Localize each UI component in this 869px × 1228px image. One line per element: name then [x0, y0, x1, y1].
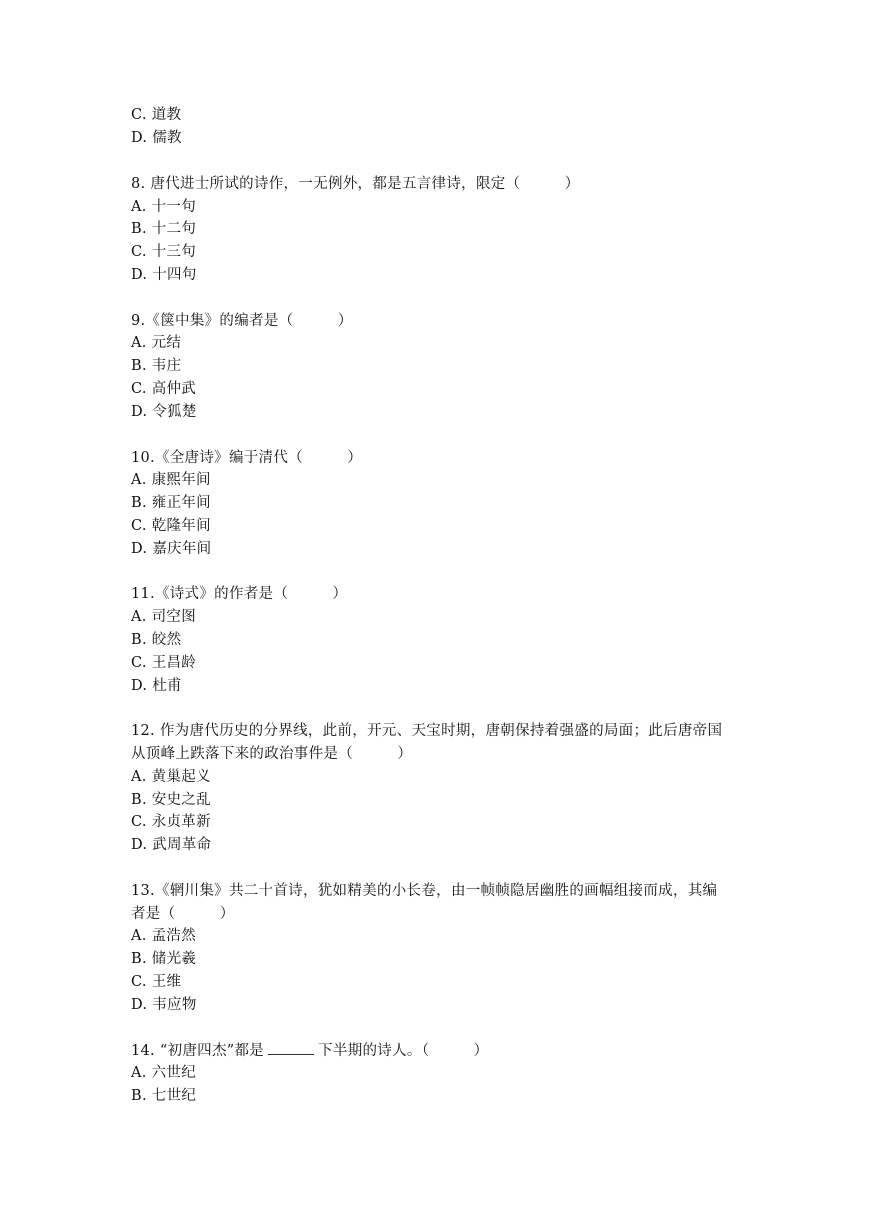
question-9-stem: 9.《箧中集》的编者是（ ）	[131, 313, 353, 329]
question-12-option-d: D. 武周革命	[131, 837, 212, 853]
question-8-option-d: D. 十四句	[131, 267, 197, 283]
question-10-stem: 10.《全唐诗》编于清代（ ）	[131, 450, 363, 466]
fill-in-blank	[268, 1040, 314, 1055]
question-10-option-a: A. 康熙年间	[131, 472, 211, 488]
question-9-option-a: A. 元结	[131, 335, 182, 351]
question-8-option-a: A. 十一句	[131, 199, 196, 215]
question-13-option-b: B. 储光羲	[131, 951, 197, 967]
question-14-stem-after: 下半期的诗人。（ ）	[318, 1043, 489, 1059]
question-10-option-c: C. 乾隆年间	[131, 518, 211, 534]
question-13-stem-line-1: 13.《辋川集》共二十首诗，犹如精美的小长卷，由一帧帧隐居幽胜的画幅组接而成，其编	[131, 883, 718, 899]
question-14-stem-before: 14. “初唐四杰”都是	[131, 1043, 265, 1059]
question-13-option-c: C. 王维	[131, 974, 182, 990]
question-10-option-b: B. 雍正年间	[131, 495, 211, 511]
question-9-option-b: B. 韦庄	[131, 358, 182, 374]
question-12-stem-line-2: 从顶峰上跌落下来的政治事件是（ ）	[131, 746, 413, 762]
prev-option-d: D. 儒教	[131, 130, 182, 146]
question-14-stem	[131, 1040, 488, 1061]
question-13-stem-line-2: 者是（ ）	[131, 906, 235, 922]
question-12-option-b: B. 安史之乱	[131, 792, 211, 808]
question-11-option-d: D. 杜甫	[131, 678, 182, 694]
question-13-option-a: A. 孟浩然	[131, 928, 196, 944]
question-12-option-a: A. 黄巢起义	[131, 769, 211, 785]
question-8-option-c: C. 十三句	[131, 244, 197, 260]
question-12-option-c: C. 永贞革新	[131, 814, 211, 830]
question-8-stem: 8. 唐代进士所试的诗作，一无例外，都是五言律诗，限定（ ）	[131, 176, 580, 192]
prev-option-c: C. 道教	[131, 107, 182, 123]
question-9-option-c: C. 高仲武	[131, 381, 197, 397]
question-10-option-d: D. 嘉庆年间	[131, 541, 212, 557]
question-11-option-a: A. 司空图	[131, 609, 196, 625]
question-11-option-c: C. 王昌龄	[131, 655, 197, 671]
question-14-option-b: B. 七世纪	[131, 1088, 197, 1104]
question-14-option-a: A. 六世纪	[131, 1065, 196, 1081]
question-12-stem-line-1: 12. 作为唐代历史的分界线，此前，开元、天宝时期，唐朝保持着强盛的局面；此后唐帝国	[131, 723, 723, 739]
question-9-option-d: D. 令狐楚	[131, 404, 197, 420]
question-11-stem: 11.《诗式》的作者是（ ）	[131, 586, 348, 602]
question-8-option-b: B. 十二句	[131, 221, 197, 237]
question-13-option-d: D. 韦应物	[131, 997, 197, 1013]
question-11-option-b: B. 皎然	[131, 632, 182, 648]
